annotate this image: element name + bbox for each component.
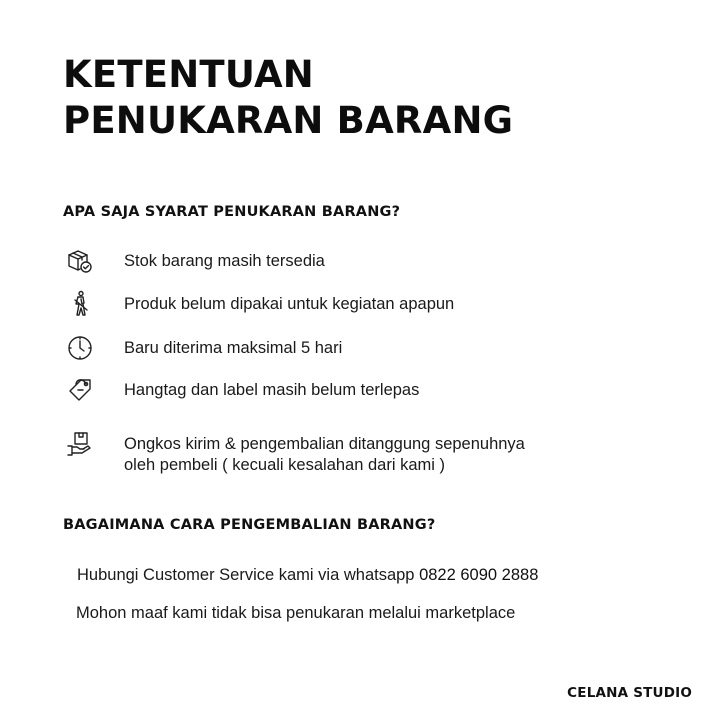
requirement-line-1: Produk belum dipakai untuk kegiatan apapun — [124, 295, 455, 313]
requirement-text — [124, 251, 325, 272]
requirement-line-1: Stok barang masih tersedia — [124, 252, 325, 270]
requirement-line-1: Baru diterima maksimal 5 hari — [124, 339, 343, 357]
shipping-hand-icon — [66, 430, 94, 458]
requirements-heading: APA SAJA SYARAT PENUKARAN BARANG? — [63, 204, 401, 220]
requirement-line-2: oleh pembeli ( kecuali kesalahan dari kami ) — [124, 456, 445, 474]
brand-name: CELANA STUDIO — [567, 685, 692, 701]
title-line-2: PENUKARAN BARANG — [63, 99, 514, 142]
contact-instruction — [77, 566, 538, 585]
title-line-1: KETENTUAN — [63, 53, 314, 96]
page-title — [63, 52, 513, 144]
requirement-text — [124, 338, 342, 359]
clock-icon — [66, 334, 94, 362]
return-steps-heading: BAGAIMANA CARA PENGEMBALIAN BARANG? — [63, 517, 436, 533]
contact-text: Hubungi Customer Service kami via whatsapp — [77, 566, 420, 584]
requirement-text — [124, 380, 419, 401]
requirement-line-1: Hangtag dan label masih belum terlepas — [124, 381, 420, 399]
requirement-line-1: Ongkos kirim & pengembalian ditanggung sepenuhnya — [124, 435, 525, 453]
marketplace-notice: Mohon maaf kami tidak bisa penukaran melalui marketplace — [76, 604, 516, 622]
requirement-text — [124, 294, 454, 315]
whatsapp-number[interactable]: 0822 6090 2888 — [419, 566, 539, 584]
requirement-text — [124, 434, 525, 476]
box-check-icon — [66, 247, 94, 275]
unused-person-icon — [66, 290, 94, 318]
tag-icon — [66, 376, 94, 404]
